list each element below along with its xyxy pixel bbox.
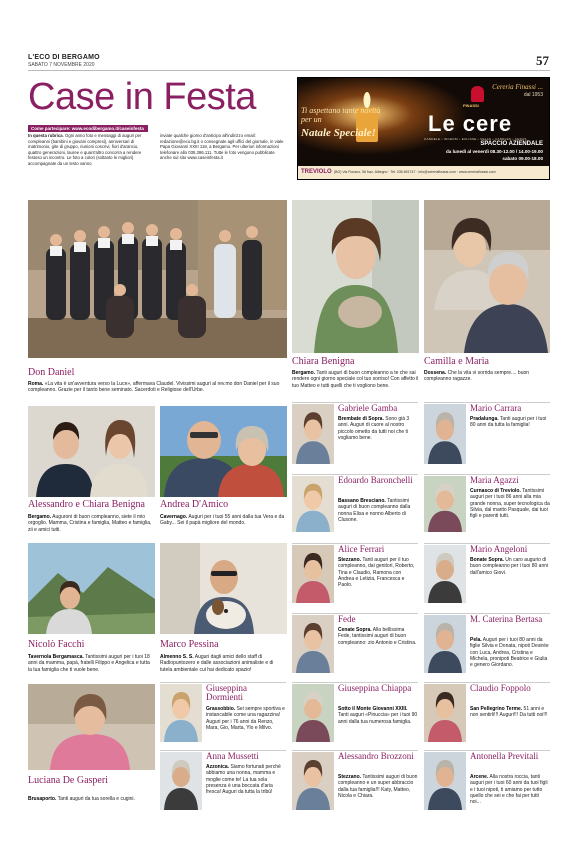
caption-location: Azzonica. — [206, 764, 230, 770]
caption-text: Tantissimi auguri di buon compleanno e un super abbraccio dalla tua famiglia!!! Katy, Matteo, Nicola e Chiara. — [338, 774, 418, 799]
landscape-portrait-illustration — [28, 543, 155, 634]
name-item: Alice Ferrari — [338, 545, 385, 554]
item-separator — [160, 750, 286, 751]
caption-item — [338, 416, 418, 468]
photo-14 — [424, 752, 466, 810]
caption-item — [206, 764, 286, 814]
photo-camilla-e-maria — [424, 200, 550, 353]
name-andrea-damico: Andrea D'Amico — [160, 500, 229, 510]
name-item: Giuseppina Chiappa — [338, 684, 412, 693]
item-separator — [292, 402, 418, 403]
caption-item — [338, 706, 418, 746]
caption-text: Tanti auguri di buon compleanno a te che sai rendere ogni giorno speciale col tuo sorriso! Con affetto il tuo Matteo e tutti quelli che ti vogliono bene. — [292, 370, 419, 389]
caption-item — [470, 706, 550, 746]
caption-alessandro-e-chiara — [28, 514, 155, 540]
caption-text: Auguri dagli amici dello staff di Radiopuntozero e dalle associazioni animaliste e di tutela ambientale cui hai dedicato spazio! — [160, 654, 274, 673]
portrait-illustration — [292, 545, 334, 603]
participation-tag[interactable]: Come partecipare: www.ecodibergamo.it/caseinfesta — [28, 125, 148, 132]
item-separator — [424, 750, 550, 751]
portrait-illustration — [424, 615, 466, 673]
photo-marco-pessina — [160, 543, 287, 634]
caption-marco-pessina — [160, 654, 287, 680]
ad-outlet: SPACCIO AZIENDALE — [480, 141, 543, 147]
portrait-illustration — [28, 684, 155, 770]
ad-since: dal 1953 — [523, 92, 543, 98]
caption-text: Che la vita vi sorrida sempre.... buon compleanno ragazze. — [424, 370, 530, 383]
caption-location: Bergamo. — [292, 370, 316, 376]
ad-address: (BG) Via Fiorano, 56 fraz. Albegno · Tel. 035.691747 · info@cereriafinassi.com · www.cereriafinassi.com — [334, 170, 496, 174]
caption-item — [338, 627, 418, 677]
name-don-daniel: Don Daniel — [28, 368, 75, 378]
portrait-illustration — [292, 476, 334, 532]
portrait-illustration — [160, 684, 202, 742]
item-separator — [424, 682, 550, 683]
caption-location: Curnasco di Treviolo. — [470, 488, 521, 494]
caption-location: Roma. — [28, 381, 44, 387]
issue-date: SABATO 7 NOVEMBRE 2020 — [28, 62, 95, 68]
photo-7 — [292, 615, 334, 673]
caption-item — [206, 706, 286, 746]
name-alessandro-e-chiara: Alessandro e Chiara Benigna — [28, 500, 145, 510]
caption-item — [338, 774, 418, 814]
caption-text: Tanti auguri per i tuoi 80 anni da tutta la famiglia! — [470, 416, 547, 429]
portrait-illustration — [424, 476, 466, 532]
caption-location: Cenate Sopra. — [338, 627, 372, 633]
intro-body: . Ogni anno foto e messaggi di auguri per compleanni (bambini e giovani compresi), anniversari di matrimonio, gite di gruppo, riunioni coscrivi, fiori d'arancio, quattro generazioni, lauree e quant'altro concorra a rendere festoso un incontro. Le foto a colori (soltanto le migliori) accompagnate da un testo vanno — [28, 133, 142, 166]
caption-location: Brembate di Sopra. — [338, 416, 384, 422]
photo-12 — [160, 752, 202, 810]
caption-text: Tantissimi auguri per i tuoi 18 anni da mamma, papà, fratelli Filippo e Angelica e tutta la tua famiglia che ti vuole bene. — [28, 654, 150, 673]
ad-products: CANDELE • INCENSI • ECLISSE • VELAS • CANDLES • CERAS — [424, 137, 527, 141]
photo-5 — [292, 545, 334, 603]
caption-location: Almenno S. S. — [160, 654, 194, 660]
couple-photo-illustration — [28, 406, 155, 497]
caption-text: Alla nostra roccia, tanti auguri per i tuoi 60 anni da tuoi figli e i tuoi nipoti, ti amiamo per tutto quello che sei e che fai per tutti noi... — [470, 774, 548, 806]
item-separator — [160, 682, 286, 683]
item-separator — [292, 613, 418, 614]
portrait-illustration — [424, 404, 466, 464]
photo-nicolo-facchi — [28, 543, 155, 634]
ad-town: TREVIOLO — [301, 169, 332, 175]
caption-item — [470, 557, 550, 607]
caption-text: 51 anni e non sentirli!!! Auguri!!! Da tutti noi!!! — [470, 706, 548, 719]
name-item: Antonella Previtali — [470, 752, 539, 761]
name-item: Claudio Foppolo — [470, 684, 531, 693]
caption-location: Bassano Bresciano. — [338, 498, 386, 504]
portrait-illustration — [424, 752, 466, 810]
caption-location: Grassobbio. — [206, 706, 236, 712]
name-marco-pessina: Marco Pessina — [160, 640, 219, 650]
caption-location: Sotto il Monte Giovanni XXIII. — [338, 706, 408, 712]
ad-brand: Cereria Finassi ... — [492, 83, 543, 91]
item-separator — [424, 402, 550, 403]
caption-location: Cavernago. — [160, 514, 188, 520]
photo-10 — [292, 684, 334, 742]
caption-location: Bonate Sopra. — [470, 557, 504, 563]
caption-location: Brusaporto. — [28, 796, 57, 802]
item-separator — [424, 613, 550, 614]
photo-luciana-de-gasperi — [28, 684, 155, 770]
caption-nicolo-facchi — [28, 654, 155, 680]
name-item: Mario Carrara — [470, 404, 522, 413]
item-separator — [292, 543, 418, 544]
item-separator — [424, 543, 550, 544]
intro-lead: In questa rubrica — [28, 133, 63, 138]
newspaper-name: L'ECO DI BERGAMO — [28, 54, 100, 61]
photo-2 — [424, 404, 466, 464]
caption-text: Sei sempre sportiva e instancabile come una ragazzina! Auguri per i 76 anni da Renzo, Mara, Gio, Marta, Ylo e Milvo. — [206, 706, 285, 731]
portrait-illustration — [424, 545, 466, 603]
name-item: M. Caterina Bertasa — [470, 615, 543, 624]
photo-8 — [424, 615, 466, 673]
caption-don-daniel — [28, 381, 287, 401]
caption-location: Stezzano. — [338, 557, 362, 563]
photo-6 — [424, 545, 466, 603]
name-item: Anna Mussetti — [206, 752, 259, 761]
caption-text: Tanti auguri da tua sorella e cugini. — [56, 796, 135, 802]
name-nicolo-facchi: Nicolò Facchi — [28, 640, 85, 650]
caption-item — [338, 557, 418, 607]
name-camilla-e-maria: Camilla e Maria — [424, 357, 489, 367]
photo-13 — [292, 752, 334, 810]
name-chiara-benigna: Chiara Benigna — [292, 357, 355, 367]
caption-text: Tanti auguri per il tuo compleanno, dai genitori, Roberto, Tina e Claudio, Ramona con Andrea e Letizia, Francesca e Paolo. — [338, 557, 415, 589]
portrait-illustration — [292, 404, 334, 464]
portrait-illustration — [292, 200, 419, 353]
ad-logo: Le cere — [428, 111, 513, 136]
ad-slogan: Ti aspettano tante novità per un — [301, 106, 381, 124]
name-item: Maria Agazzi — [470, 476, 519, 485]
caption-item — [470, 774, 550, 814]
caption-location: Dossena. — [424, 370, 447, 376]
portrait-illustration — [160, 752, 202, 810]
caption-text: Tantissimi auguri per i tuoi 86 anni alla mia grande nonna, super tecnologica da Silvia, dal marito Pasquale, dai tuoi figli e parenti tutti. — [470, 488, 550, 520]
group-photo-illustration — [28, 200, 287, 358]
man-with-dog-illustration — [160, 543, 287, 634]
caption-luciana-de-gasperi — [28, 796, 155, 810]
photo-4 — [424, 476, 466, 532]
portrait-illustration — [292, 615, 334, 673]
photo-11 — [424, 684, 466, 742]
caption-location: Stezzano. — [338, 774, 362, 780]
caption-location: Tavernola Bergamasca. — [28, 654, 84, 660]
ad-emblem-text: FINASSI — [463, 103, 479, 108]
photo-andrea-damico — [160, 406, 287, 497]
ad-slogan-big: Natale Speciale! — [301, 127, 376, 139]
caption-text: Un caro augurio di buon compleanno per i tuoi 80 anni dall'amico Giovi. — [470, 557, 549, 576]
intro-text-right: inviate qualche giorno d'anticipo all'indirizzo email: redazione@eco.bg.it o consegnate agli uffici del giornale, in viale Papa Giovanni XXIII 118, a Bergamo. Per ulteriori informazioni telefonare allo 035.386.111. Tutte le foto vengono pubblicate anche sul sito www.caseinfesta.it — [160, 133, 284, 161]
photo-don-daniel-group — [28, 200, 287, 358]
caption-location: Pradalunga. — [470, 416, 499, 422]
portrait-illustration — [292, 752, 334, 810]
caption-text: Sono già 3 anni. Auguri di cuore al nostro piccolo ometto da tutti noi che ti vogliamo bene. — [338, 416, 410, 441]
caption-text: Tanti auguri «Pinuccia» per i tuoi 90 anni dalla tua numerosa famiglia. — [338, 712, 418, 725]
photo-9 — [160, 684, 202, 742]
name-item: Fede — [338, 615, 356, 624]
header-rule — [28, 70, 550, 71]
caption-chiara-benigna — [292, 370, 419, 402]
page-title: Case in Festa — [28, 76, 256, 118]
photo-3 — [292, 476, 334, 532]
caption-location: Bergamo. — [28, 514, 52, 520]
caption-text: «La vita è un'avventura verso la Luce», affermava Claudel. Vivissimi auguri al rev.mo don Daniel per il suo compleanno. Grazie per il tanto bene seminato. Sacerdoti e Religiose dell'Urbe. — [28, 381, 280, 394]
caption-text: Auguri per i tuoi 80 anni da figlie Silvia e Donata, nipoti Desirée con Luca, Andrea, Cristina e Michela, pronipoti Beatrice e Giulia e genero Giordano. — [470, 637, 549, 669]
name-item: Alessandro Brozzoni — [338, 752, 414, 761]
item-separator — [292, 474, 418, 475]
photo-1 — [292, 404, 334, 464]
caption-location: Pela. — [470, 637, 482, 643]
portrait-illustration — [424, 200, 550, 353]
portrait-illustration — [292, 684, 334, 742]
caption-camilla-e-maria — [424, 370, 550, 386]
name-item: Mario Angeloni — [470, 545, 528, 554]
photo-chiara-benigna — [292, 200, 419, 353]
intro-text-left — [28, 133, 152, 189]
caption-item — [470, 637, 550, 677]
caption-text: Auguroni di buon compleanno, siete il mio orgoglio. Mamma, Cristina e famiglia, Matteo e famiglia, zii e amici tutti. — [28, 514, 152, 533]
flame-emblem-icon — [471, 86, 484, 102]
caption-text: Alla bellissima Fede, tantissimi auguri di buon compleanno: zio Antonio e Cristina. — [338, 627, 417, 646]
name-item: Giuseppina Dormienti — [206, 684, 247, 703]
portrait-illustration — [424, 684, 466, 742]
caption-text: Siamo fortunati perché abbiamo una nonna, mamma e moglie come te! La tua sola presenza è una boccata d'aria fresca! Auguri da tutta la tribù! — [206, 764, 281, 796]
caption-item — [470, 416, 550, 468]
ad-hours-weekdays: da lunedì al venerdì 08.30-12.00 / 14.00-19.00 — [445, 149, 543, 154]
caption-item — [338, 498, 418, 536]
caption-location: San Pellegrino Terme. — [470, 706, 523, 712]
name-item: Gabriele Gamba — [338, 404, 398, 413]
cereria-finassi-ad[interactable] — [297, 77, 550, 180]
photo-alessandro-e-chiara-benigna — [28, 406, 155, 497]
caption-text: Tantissimi auguri di buon compleanno dalla nonna Elisa e nonno Alberto di Clusone. — [338, 498, 411, 523]
caption-item — [470, 488, 550, 536]
selfie-illustration — [160, 406, 287, 497]
item-separator — [424, 474, 550, 475]
page-number: 57 — [536, 53, 549, 68]
item-separator — [292, 682, 418, 683]
caption-andrea-damico — [160, 514, 287, 540]
caption-text: Auguri per i tuoi 55 anni dalla tua Vera e da Gaby... Sei il papà migliore del mondo. — [160, 514, 285, 527]
ad-hours-saturday: sabato 09.00-18.00 — [502, 156, 543, 161]
caption-location: Arcene. — [470, 774, 489, 780]
name-luciana-de-gasperi: Luciana De Gasperi — [28, 776, 108, 786]
item-separator — [292, 750, 418, 751]
name-item: Edoardo Baronchelli — [338, 476, 413, 485]
